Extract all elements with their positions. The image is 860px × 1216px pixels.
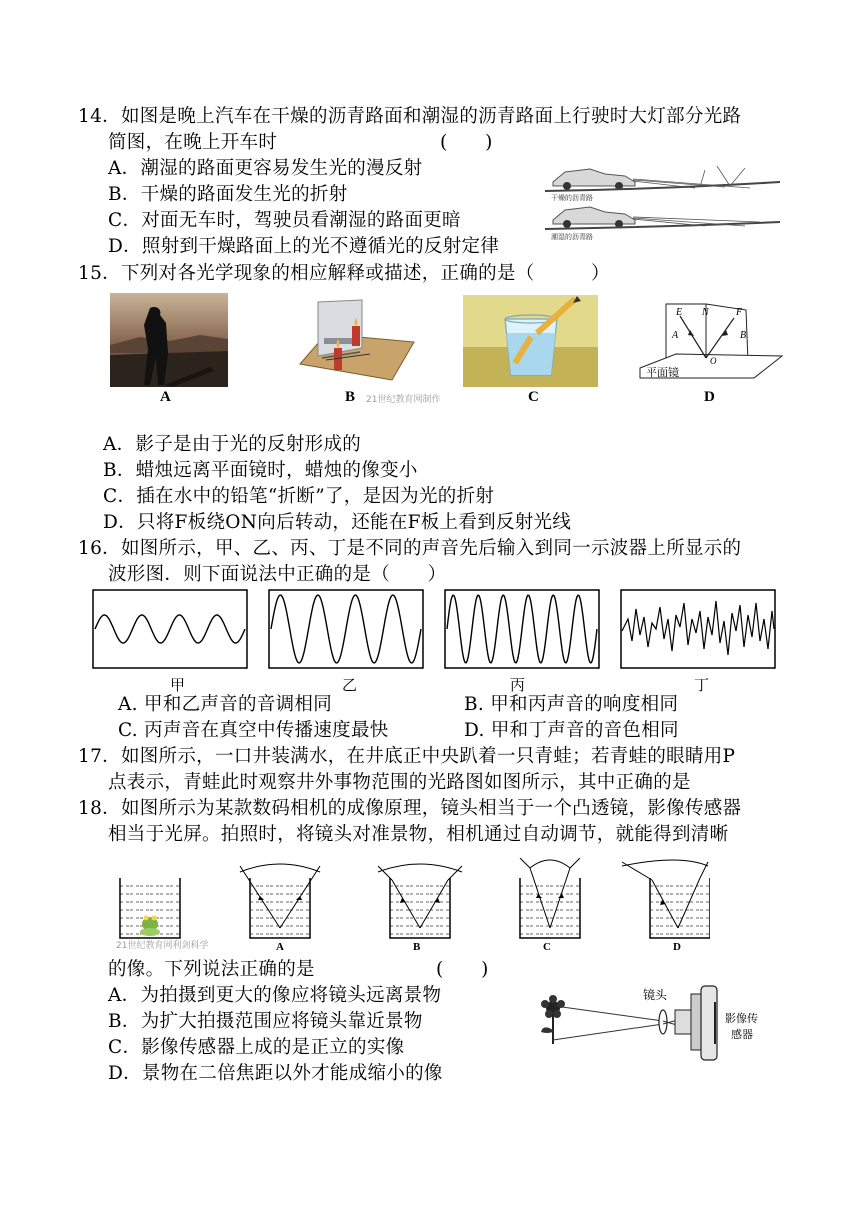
q15-watermark: 21世纪教育网制作 [366, 395, 441, 405]
car-wet-icon [553, 207, 635, 228]
well-option-d [622, 860, 710, 938]
q18-camera-figure [535, 984, 785, 1064]
q15-option-a: A．影子是由于光的反射形成的 [103, 434, 362, 455]
q18-answer-bracket: ( ) [436, 959, 489, 980]
q18-option-b: B．为扩大拍摄范围应将镜头靠近景物 [108, 1011, 423, 1032]
q14-option-a: A．潮湿的路面更容易发生光的漫反射 [108, 158, 423, 179]
car-dry-icon [553, 169, 635, 190]
q17-watermark: 21世纪教育网利剑科学 [116, 941, 209, 951]
well-caption-b: B [413, 941, 421, 953]
q14-stem-line2: 简图，在晚上开车时 [108, 132, 278, 153]
q15-option-d: D．只将F板绕ON向后转动，还能在F板上看到反射光线 [103, 512, 572, 533]
q14-stem-line1: 14．如图是晚上汽车在干燥的沥青路面和潮湿的沥青路面上行驶时大灯部分光路 [78, 106, 742, 127]
q18-option-d: D．景物在二倍焦距以外才能成缩小的像 [108, 1063, 443, 1084]
well-caption-d: D [673, 941, 681, 953]
q17-stem-line2: 点表示，青蛙此时观察井外事物范围的光路图如图所示，其中正确的是 [108, 772, 691, 793]
q15-stem: 15．下列对各光学现象的相应解释或描述，正确的是（ ） [78, 263, 610, 284]
q18-label-sensor1: 影像传 [725, 1012, 758, 1025]
q16-stem-line1: 16．如图所示，甲、乙、丙、丁是不同的声音先后输入到同一示波器上所显示的 [78, 538, 742, 559]
q15-d-label-n: N [702, 307, 709, 318]
q16-option-d: D. 甲和丁声音的音色相同 [464, 720, 679, 741]
q14-option-b: B．干燥的路面发生光的折射 [108, 184, 348, 205]
q14-road-figure [545, 160, 785, 245]
well-caption-c: C [543, 941, 551, 953]
q15-d-label-b: B [740, 330, 747, 341]
well-option-c [520, 858, 580, 938]
q15-pencil-glass-photo [463, 295, 598, 387]
q15-caption-a: A [160, 389, 171, 405]
q18-option-a: A．为拍摄到更大的像应将镜头远离景物 [108, 985, 442, 1006]
q15-d-label-e: E [676, 307, 683, 318]
q15-caption-c: C [528, 389, 539, 405]
q16-waveform-jia [92, 589, 248, 669]
well-option-a [240, 864, 320, 938]
q18-label-sensor2: 感器 [731, 1028, 753, 1041]
q15-d-label-a: A [672, 330, 679, 341]
well-with-frog [120, 878, 180, 938]
q18-stem-line2: 相当于光屏。拍照时，将镜头对准景物，相机通过自动调节，就能得到清晰 [108, 824, 729, 845]
q16-waveform-bing [444, 589, 600, 669]
q14-dry-label: 干燥的沥青路 [551, 194, 593, 202]
q16-waveform-yi [268, 589, 424, 669]
q15-option-b: B．蜡烛远离平面镜时，蜡烛的像变小 [103, 460, 418, 481]
q15-candle-mirror-photo [296, 298, 416, 384]
q15-d-label-o: O [710, 356, 717, 366]
q16-caption-yi: 乙 [342, 676, 358, 694]
q15-d-label-mirror: 平面镜 [646, 366, 679, 379]
q16-option-a: A. 甲和乙声音的音调相同 [118, 694, 333, 715]
q17-stem-line1: 17．如图所示，一口井装满水，在井底正中央趴着一只青蛙；若青蛙的眼睛用P [78, 746, 736, 767]
q14-answer-bracket: ( ) [440, 132, 493, 153]
q16-stem-line2: 波形图．则下面说法中正确的是（ ） [108, 564, 447, 585]
q15-caption-b: B [345, 389, 356, 405]
q16-caption-ding: 丁 [694, 676, 710, 694]
q14-option-c: C．对面无车时，驾驶员看潮湿的路面更暗 [108, 210, 461, 231]
q18-label-lens: 镜头 [643, 988, 668, 1002]
q16-caption-jia: 甲 [170, 676, 186, 694]
q15-caption-d: D [704, 389, 715, 405]
q15-shadow-photo [110, 293, 228, 387]
q16-waveform-ding [620, 589, 776, 669]
flower-icon [541, 995, 565, 1044]
well-option-b [378, 864, 462, 938]
q18-stem-line1: 18．如图所示为某款数码相机的成像原理，镜头相当于一个凸透镜，影像传感器 [78, 798, 742, 819]
q16-option-b: B. 甲和丙声音的响度相同 [464, 694, 679, 715]
q14-option-d: D．照射到干燥路面上的光不遵循光的反射定律 [108, 236, 500, 257]
q15-option-c: C．插在水中的铅笔“折断”了，是因为光的折射 [103, 486, 495, 507]
q16-caption-bing: 丙 [510, 676, 526, 694]
well-caption-a: A [276, 941, 284, 953]
q18-stem-line3: 的像。下列说法正确的是 [108, 959, 315, 980]
q18-option-c: C．影像传感器上成的是正立的实像 [108, 1037, 405, 1058]
q14-wet-label: 潮湿的沥青路 [551, 233, 593, 241]
q15-d-label-f: F [736, 307, 743, 318]
q16-option-c: C. 丙声音在真空中传播速度最快 [118, 720, 389, 741]
q15-reflection-board-figure [636, 298, 786, 386]
